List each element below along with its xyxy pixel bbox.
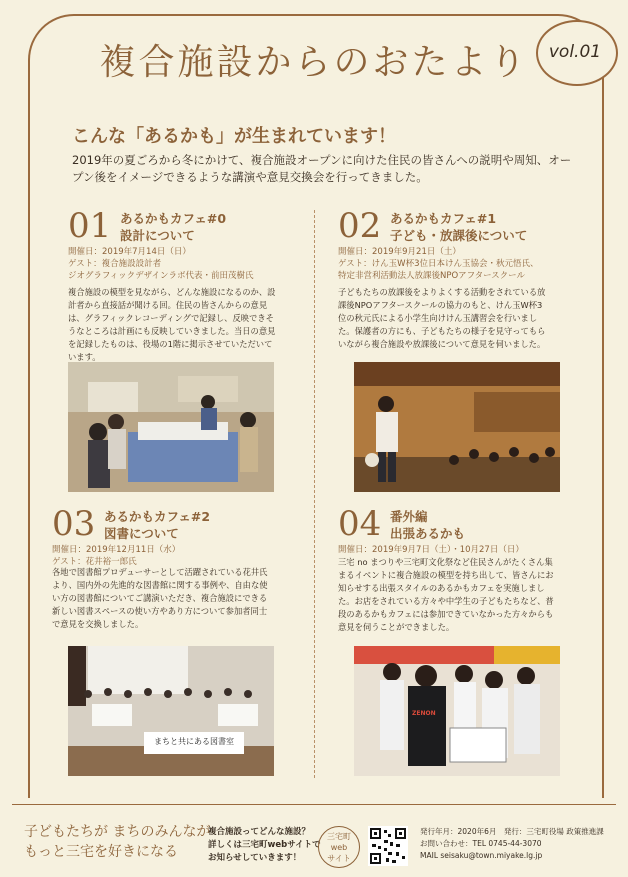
- section-meta: 開催日：2019年7月14日（日） ゲスト：複合施設設計者 ジオグラフィックデザインラボ代表・前田茂樹氏: [68, 247, 254, 281]
- section-heading: あるかもカフェ#1 子ども・放課後について: [390, 211, 528, 243]
- qr-code-icon[interactable]: [368, 826, 408, 866]
- section-number: 04: [338, 504, 382, 544]
- lead-intro: 2019年の夏ごろから冬にかけて、複合施設オープンに向けた住民の皆さんへの説明や周知、オープン後をイメージできるような講演や意見交換会を行ってきました。: [72, 153, 572, 184]
- sign-text: まちと共にある図書室: [154, 737, 234, 746]
- photo-library-talk: [68, 646, 274, 776]
- publisher-info: 発行年月：2020年6月 発行：三宅町役場 政策推進課 お問い合わせ：TEL 0745-44-3070 MAIL seisaku@town.miyake.lg.jp: [420, 827, 604, 860]
- section-meta: 開催日：2019年12月11日（水） ゲスト：花井裕一郎氏: [52, 545, 181, 567]
- section-number: 03: [52, 504, 96, 544]
- website-badge[interactable]: 三宅町 web サイト: [318, 826, 360, 868]
- photo-kendama-class: [354, 362, 560, 492]
- lead-heading: こんな「あるかも」が生まれています！: [72, 126, 396, 147]
- shirt-text: ZENON: [412, 710, 436, 717]
- footer-info: 複合施設ってどんな施設？ 詳しくは三宅町webサイトで お知らせしていきます！: [208, 827, 321, 863]
- section-body: 子どもたちの放課後をよりよくする活動をされている放課後NPOアフタースクールの協力のもと、けん玉W杯3位の秋元氏による小学生向けけん玉講習会を行いました。保護者の方にも、子どもたちの様子を見守ってもらいながら複合施設や放課後について意見を伺いました。: [338, 287, 546, 349]
- section-body: 三宅 no まつりや三宅町文化祭など住民さんがたくさん集まるイベントに複合施設の模型を持ち出して、皆さんにお知らせする出張スタイルのあるかもカフェを実施しました。お店をされている方々や中学生の子どもたちなど、普段のあるかもカフェには参加できていなかった方々からも意見を伺うことができました。: [338, 557, 554, 632]
- section-number: 01: [68, 206, 112, 246]
- section-heading: あるかもカフェ#0 設計について: [120, 211, 227, 243]
- section-meta: 開催日：2019年9月7日（土）・10月27日（日）: [338, 545, 524, 555]
- section-heading: 番外編 出張あるかも: [390, 509, 466, 541]
- section-heading: あるかもカフェ#2 図書について: [104, 509, 211, 541]
- section-number: 02: [338, 206, 382, 246]
- section-meta: 開催日：2019年9月21日（土） ゲスト：けん玉W杯3位日本けん玉協会・秋元悟氏、 特定非営利活動法人放課後NPOアフタースクール: [338, 247, 539, 281]
- photo-model-workshop: [68, 362, 274, 492]
- page-title: 複合施設からのおたより: [99, 42, 529, 83]
- volume-label: vol.01: [548, 42, 602, 62]
- section-body: 各地で図書館プロデューサーとして活躍されている花井氏より、国内外の先進的な図書館に関する事例や、自由な使い方の図書館についてご講演いただき、複合施設にできる新しい図書スペースの使い方やあり方について参加者同士で意見を交換しました。: [52, 567, 268, 629]
- footer-slogan: 子どもたちが まちのみんなが もっと三宅を好きになる: [24, 824, 211, 860]
- column-divider: [314, 210, 315, 778]
- photo-outreach-kids: [354, 646, 560, 776]
- volume-badge: [536, 20, 614, 82]
- footer-divider: [12, 804, 616, 805]
- section-body: 複合施設の模型を見ながら、どんな施設になるのか、設計者から直接話が聞ける回。住民の皆さんからの意見は、グラフィックレコーディングで記録し、反映できそうなところは計画にも反映していきました。当日の意見を記録したものは、役場の1階に掲示させていただいています。: [68, 287, 276, 362]
